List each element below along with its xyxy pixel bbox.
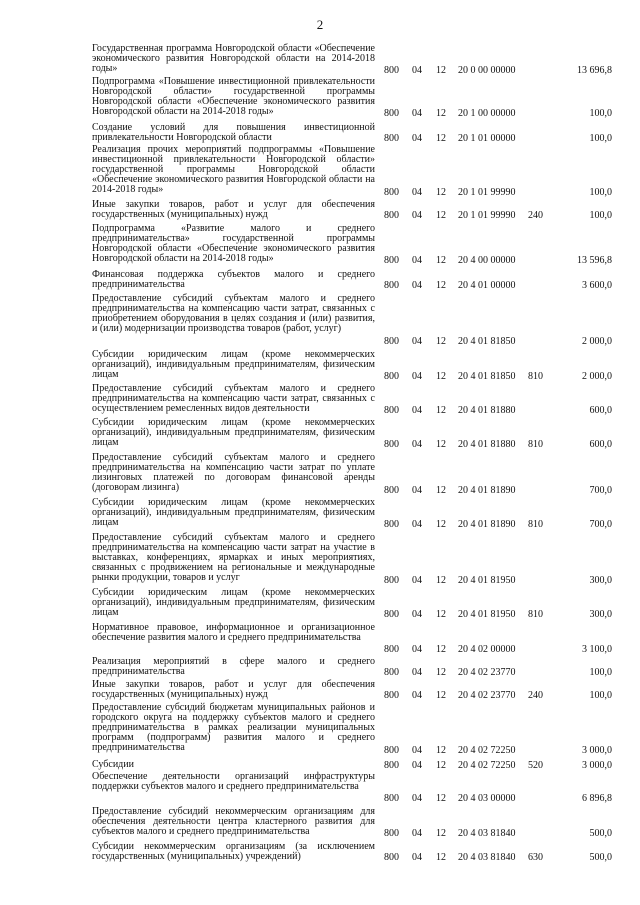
row-name: Предоставление субсидий субъектам малого и среднего предпринимательства на компенсацию части затрат, связанных с осуществлением ремесленных видов деятельности [92,383,375,414]
row-target-article-code: 20 4 01 81950 [458,609,516,620]
row-department-code: 800 [384,255,399,266]
row-subsection-code: 12 [436,336,446,347]
table-row [92,807,612,839]
table-row [92,623,612,655]
table-row [92,657,612,678]
row-department-code: 800 [384,108,399,119]
row-target-article-code: 20 4 01 81890 [458,519,516,530]
row-expense-type-code: 520 [528,760,543,771]
row-section-code: 04 [412,255,422,266]
row-name: Нормативное правовое, информационное и организационное обеспечение развития малого и среднего предпринимательства [92,622,375,643]
row-department-code: 800 [384,187,399,198]
row-amount: 3 600,0 [582,280,612,291]
row-section-code: 04 [412,644,422,655]
row-department-code: 800 [384,575,399,586]
row-name: Предоставление субсидий субъектам малого и среднего предпринимательства на компенсацию части затрат, связанных с приобретением оборудования в целях создания и (или) развития, и (или) модернизации производства товаров (работ, услуг) [92,293,375,334]
row-amount: 700,0 [589,485,612,496]
row-department-code: 800 [384,828,399,839]
row-expense-type-code: 240 [528,210,543,221]
row-name: Подпрограмма «Повышение инвестиционной привлекательности Новгородской области» государственной программы Новгородской области «Обеспечение экономического развития Новгородской области на 2014-2018 годы» [92,76,375,117]
row-amount: 500,0 [589,828,612,839]
row-target-article-code: 20 1 00 00000 [458,108,516,119]
row-target-article-code: 20 4 01 81880 [458,439,516,450]
row-target-article-code: 20 4 00 00000 [458,255,516,266]
row-section-code: 04 [412,210,422,221]
row-section-code: 04 [412,133,422,144]
row-subsection-code: 12 [436,828,446,839]
table-row [92,200,612,221]
row-amount: 100,0 [589,108,612,119]
row-amount: 3 100,0 [582,644,612,655]
row-target-article-code: 20 4 02 23770 [458,690,516,701]
row-subsection-code: 12 [436,690,446,701]
row-expense-type-code: 810 [528,439,543,450]
row-department-code: 800 [384,609,399,620]
row-target-article-code: 20 4 01 81950 [458,575,516,586]
row-target-article-code: 20 4 01 81890 [458,485,516,496]
row-name: Предоставление субсидий некоммерческим организациям для обеспечения деятельности центра кластерного развития для субъектов малого и среднего предпринимательства [92,806,375,837]
row-name: Субсидии [92,759,134,770]
row-target-article-code: 20 4 03 81840 [458,828,516,839]
row-section-code: 04 [412,108,422,119]
row-section-code: 04 [412,575,422,586]
row-section-code: 04 [412,371,422,382]
row-subsection-code: 12 [436,644,446,655]
row-expense-type-code: 630 [528,852,543,863]
row-section-code: 04 [412,280,422,291]
row-section-code: 04 [412,690,422,701]
row-amount: 13 696,8 [577,65,612,76]
row-department-code: 800 [384,667,399,678]
row-expense-type-code: 240 [528,690,543,701]
row-department-code: 800 [384,485,399,496]
table-row [92,384,612,416]
row-target-article-code: 20 4 01 81850 [458,336,516,347]
row-amount: 100,0 [589,133,612,144]
row-subsection-code: 12 [436,210,446,221]
row-name: Иные закупки товаров, работ и услуг для обеспечения государственных (муниципальных) нужд [92,199,375,220]
row-subsection-code: 12 [436,760,446,771]
table-row [92,44,612,76]
row-target-article-code: 20 4 03 00000 [458,793,516,804]
row-name: Субсидии юридическим лицам (кроме некоммерческих организаций), индивидуальным предпринимателям, физическим лицам [92,587,375,618]
table-row [92,418,612,450]
row-subsection-code: 12 [436,667,446,678]
table-row [92,842,612,863]
row-section-code: 04 [412,485,422,496]
row-amount: 2 000,0 [582,371,612,382]
row-expense-type-code: 810 [528,519,543,530]
row-section-code: 04 [412,187,422,198]
row-amount: 300,0 [589,609,612,620]
row-amount: 700,0 [589,519,612,530]
row-name: Финансовая поддержка субъектов малого и среднего предпринимательства [92,269,375,290]
row-department-code: 800 [384,852,399,863]
table-row [92,77,612,119]
row-name: Субсидии юридическим лицам (кроме некоммерческих организаций), индивидуальным предпринимателям, физическим лицам [92,349,375,380]
row-section-code: 04 [412,439,422,450]
table-row [92,533,612,586]
row-department-code: 800 [384,690,399,701]
row-name: Предоставление субсидий бюджетам муниципальных районов и городского округа на поддержку субъектов малого и среднего предпринимательства в рамках реализации муниципальных программ (подпрограмм) развития малого и среднего предпринимательства [92,702,375,753]
row-target-article-code: 20 1 01 00000 [458,133,516,144]
row-name: Реализация мероприятий в сфере малого и среднего предпринимательства [92,656,375,677]
row-target-article-code: 20 0 00 00000 [458,65,516,76]
row-department-code: 800 [384,210,399,221]
row-name: Обеспечение деятельности организаций инфраструктуры поддержки субъектов малого и среднего предпринимательства [92,771,375,792]
row-subsection-code: 12 [436,485,446,496]
row-name: Субсидии юридическим лицам (кроме некоммерческих организаций), индивидуальным предпринимателям, физическим лицам [92,417,375,448]
row-subsection-code: 12 [436,793,446,804]
row-department-code: 800 [384,133,399,144]
row-name: Иные закупки товаров, работ и услуг для обеспечения государственных (муниципальных) нужд [92,679,375,700]
row-subsection-code: 12 [436,519,446,530]
row-section-code: 04 [412,519,422,530]
row-section-code: 04 [412,760,422,771]
row-amount: 6 896,8 [582,793,612,804]
row-subsection-code: 12 [436,187,446,198]
row-department-code: 800 [384,371,399,382]
row-target-article-code: 20 4 02 72250 [458,760,516,771]
row-amount: 600,0 [589,405,612,416]
row-section-code: 04 [412,793,422,804]
table-row [92,453,612,496]
row-amount: 100,0 [589,187,612,198]
row-target-article-code: 20 4 01 81880 [458,405,516,416]
row-expense-type-code: 810 [528,371,543,382]
row-target-article-code: 20 4 01 00000 [458,280,516,291]
row-target-article-code: 20 4 01 81850 [458,371,516,382]
row-subsection-code: 12 [436,609,446,620]
row-subsection-code: 12 [436,575,446,586]
row-name: Предоставление субсидий субъектам малого и среднего предпринимательства на компенсацию части затрат на участие в выставках, конференциях, ярмарках и иных мероприятиях, связанных с продвижением на региональные и международные рынки продукции, товаров и услуг [92,532,375,583]
row-amount: 100,0 [589,667,612,678]
row-name: Создание условий для повышения инвестиционной привлекательности Новгородской области [92,122,375,143]
row-target-article-code: 20 1 01 99990 [458,187,516,198]
table-row [92,145,612,198]
row-section-code: 04 [412,609,422,620]
row-name: Подпрограмма «Развитие малого и среднего предпринимательства» государственной программы Новгородской области «Обеспечение экономического развития Новгородской области на 2014-2018 годы» [92,223,375,264]
table-row [92,498,612,530]
row-subsection-code: 12 [436,371,446,382]
row-amount: 3 000,0 [582,760,612,771]
row-name: Реализация прочих мероприятий подпрограммы «Повышение инвестиционной привлекательности Новгородской области» государственной программы Новгородской области «Обеспечение экономического развития Новгородской области на 2014-2018 годы» [92,144,375,195]
row-name: Предоставление субсидий субъектам малого и среднего предпринимательства на компенсацию части затрат по уплате лизинговых платежей по договорам финансовой аренды (договорам лизинга) [92,452,375,493]
table-row [92,772,612,804]
row-amount: 300,0 [589,575,612,586]
row-section-code: 04 [412,667,422,678]
row-name: Государственная программа Новгородской области «Обеспечение экономического развития Новгородской области на 2014-2018 годы» [92,43,375,74]
row-subsection-code: 12 [436,439,446,450]
row-section-code: 04 [412,405,422,416]
row-department-code: 800 [384,644,399,655]
row-department-code: 800 [384,519,399,530]
row-section-code: 04 [412,828,422,839]
row-section-code: 04 [412,745,422,756]
row-subsection-code: 12 [436,65,446,76]
row-target-article-code: 20 4 02 23770 [458,667,516,678]
table-row [92,270,612,291]
row-subsection-code: 12 [436,745,446,756]
row-amount: 100,0 [589,210,612,221]
page-number: 2 [316,17,324,32]
table-row [92,760,612,771]
table-row [92,703,612,756]
row-target-article-code: 20 4 03 81840 [458,852,516,863]
table-row [92,588,612,620]
row-department-code: 800 [384,760,399,771]
row-name: Субсидии некоммерческим организациям (за исключением государственных (муниципальных) учреждений) [92,841,375,862]
table-row [92,224,612,266]
row-amount: 3 000,0 [582,745,612,756]
row-department-code: 800 [384,439,399,450]
row-subsection-code: 12 [436,108,446,119]
row-subsection-code: 12 [436,852,446,863]
row-section-code: 04 [412,65,422,76]
row-amount: 500,0 [589,852,612,863]
row-name: Субсидии юридическим лицам (кроме некоммерческих организаций), индивидуальным предпринимателям, физическим лицам [92,497,375,528]
row-amount: 13 596,8 [577,255,612,266]
row-subsection-code: 12 [436,405,446,416]
row-section-code: 04 [412,852,422,863]
table-row [92,294,612,347]
row-subsection-code: 12 [436,280,446,291]
row-amount: 2 000,0 [582,336,612,347]
row-target-article-code: 20 1 01 99990 [458,210,516,221]
table-row [92,350,612,382]
row-subsection-code: 12 [436,133,446,144]
row-amount: 600,0 [589,439,612,450]
row-target-article-code: 20 4 02 00000 [458,644,516,655]
row-amount: 100,0 [589,690,612,701]
row-department-code: 800 [384,65,399,76]
row-department-code: 800 [384,745,399,756]
row-expense-type-code: 810 [528,609,543,620]
row-subsection-code: 12 [436,255,446,266]
row-target-article-code: 20 4 02 72250 [458,745,516,756]
row-department-code: 800 [384,405,399,416]
table-row [92,680,612,701]
row-department-code: 800 [384,336,399,347]
row-department-code: 800 [384,280,399,291]
table-row [92,123,612,144]
row-department-code: 800 [384,793,399,804]
row-section-code: 04 [412,336,422,347]
